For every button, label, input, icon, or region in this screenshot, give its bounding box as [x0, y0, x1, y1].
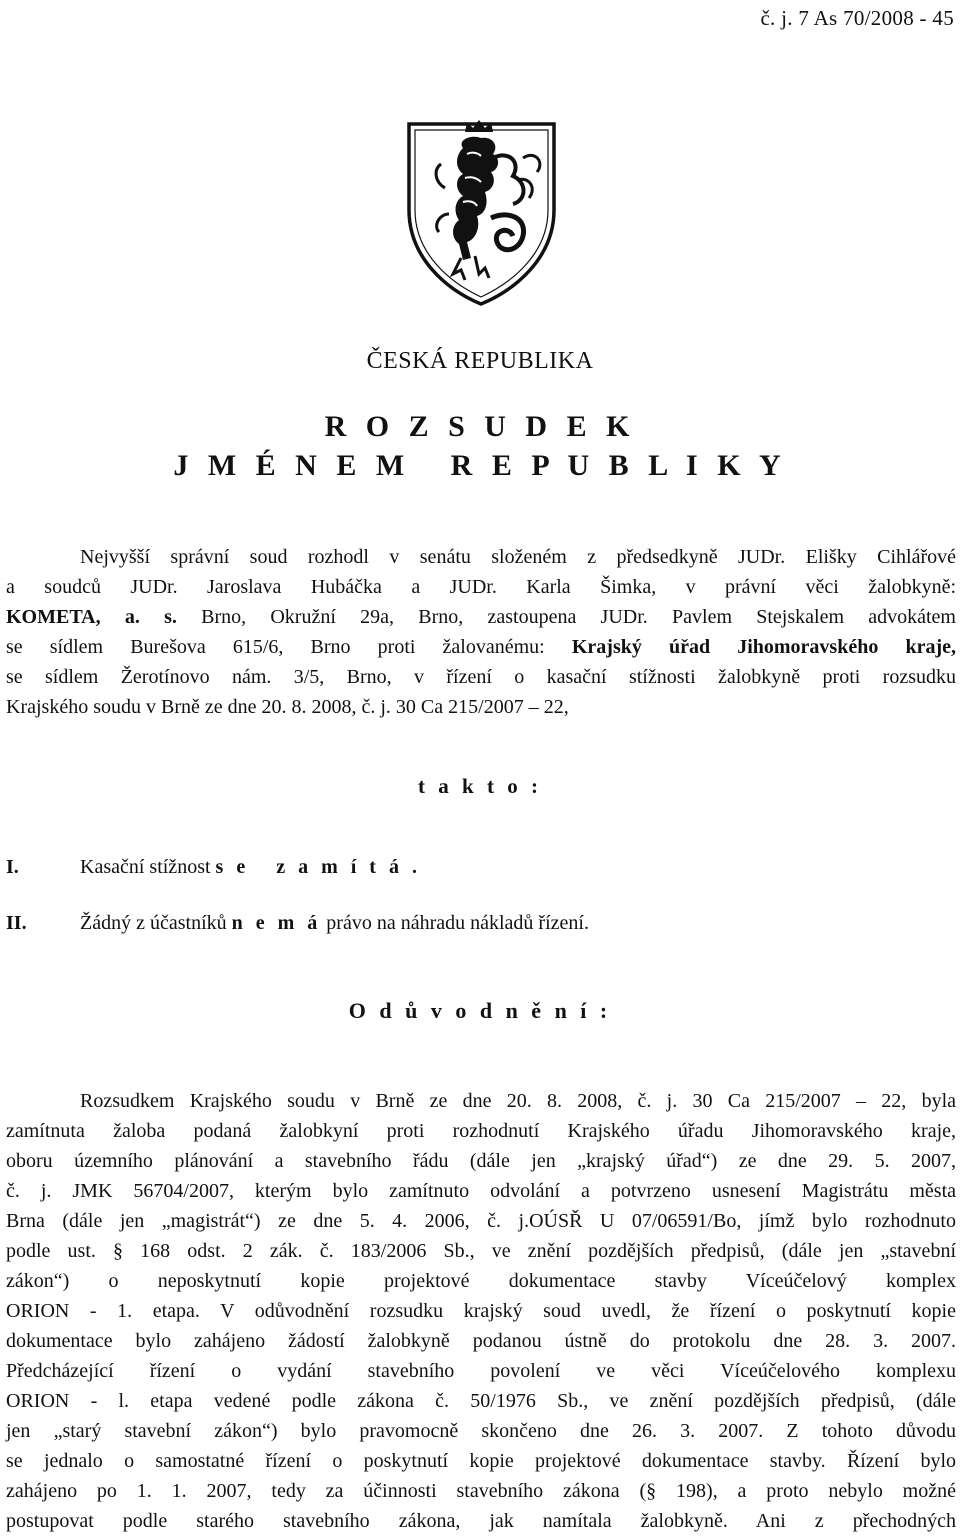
verdict-number: II. — [6, 912, 27, 934]
judgment-subtitle: J M É N E M R E P U B L I K Y — [173, 449, 787, 482]
file-number: č. j. 7 As 70/2008 - 45 — [760, 6, 954, 30]
judgment-title: R O Z S U D E K — [324, 410, 636, 443]
state-name: ČESKÁ REPUBLIKA — [366, 348, 594, 374]
plaintiff-details: Brno, Okružní 29a, Brno, zastoupena JUDr. Pavlem Stejskalem advokátem — [176, 606, 956, 628]
reasoning-line: podle ust. § 168 odst. 2 zák. č. 183/2006 Sb., ve znění pozdějších předpisů, (dále jen „stavební — [6, 1240, 956, 1262]
intro-line: a soudců JUDr. Jaroslava Hubáčka a JUDr. Karla Šimka, v právní věci žalobkyně: — [6, 576, 956, 598]
intro-line: Nejvyšší správní soud rozhodl v senátu složeném z předsedkyně JUDr. Elišky Cihlářové — [80, 546, 956, 568]
plaintiff-seat: se sídlem Burešova 615/6, Brno proti žalovanému: — [6, 636, 572, 658]
reasoning-line: ORION - l. etapa vedené podle zákona č. 50/1976 Sb., ve znění pozdějších předpisů, (dále — [6, 1390, 956, 1412]
intro-line — [6, 632, 956, 662]
reasoning-line: ORION - 1. etapa. V odůvodnění rozsudku krajský soud uvedl, že řízení o poskytnutí kopie — [6, 1300, 956, 1322]
takto-heading: t a k t o : — [418, 774, 542, 798]
defendant-name: Krajský úřad Jihomoravského kraje, — [571, 636, 956, 658]
plaintiff-name: KOMETA, a. s. — [6, 606, 177, 628]
reasoning-line: se jednalo o samostatné řízení o poskytnutí kopie projektové dokumentace stavby. Řízení bylo — [6, 1450, 956, 1472]
reasoning-line: zákon“) o neposkytnutí kopie projektové dokumentace stavby Víceúčelový komplex — [6, 1270, 956, 1292]
verdict-text: Kasační stížnost s e z a m í t á . — [80, 856, 421, 878]
verdict-text: Žádný z účastníků n e m á právo na náhradu nákladů řízení. — [80, 912, 589, 934]
verdict-number: I. — [6, 856, 19, 878]
reasoning-line: zahájeno po 1. 1. 2007, tedy za účinnosti stavebního zákona (§ 198), a proto nebylo možné — [6, 1480, 956, 1502]
reasoning-line: jen „starý stavební zákon“) bylo pravomocně skončeno dne 26. 3. 2007. Z tohoto důvodu — [6, 1420, 956, 1442]
reasoning-line: č. j. JMK 56704/2007, kterým bylo zamítnuto odvolání a potvrzeno usnesení Magistrátu města — [6, 1180, 956, 1202]
intro-line — [6, 602, 956, 632]
czech-coat-of-arms-icon — [405, 118, 558, 308]
reasoning-line: Brna (dále jen „magistrát“) ze dne 5. 4. 2006, č. j.OÚSŘ U 07/06591/Bo, jímž bylo rozhodnuto — [6, 1210, 956, 1232]
reasoning-line: zamítnuta žaloba podaná žalobkyní proti rozhodnutí Krajského úřadu Jihomoravského kraje, — [6, 1120, 956, 1142]
reasoning-heading: O d ů v o d n ě n í : — [348, 998, 612, 1023]
reasoning-line: oboru územního plánování a stavebního řádu (dále jen „krajský úřad“) ze dne 29. 5. 2007, — [6, 1150, 956, 1172]
reasoning-line: Rozsudkem Krajského soudu v Brně ze dne 20. 8. 2008, č. j. 30 Ca 215/2007 – 22, byla — [80, 1090, 956, 1112]
reasoning-line: dokumentace bylo zahájeno žádostí žalobkyně podanou ústně do protokolu dne 28. 3. 2007. — [6, 1330, 956, 1352]
reasoning-line: postupovat podle starého stavebního zákona, jak namítala žalobkyně. Ani z přechodných — [6, 1510, 956, 1532]
reasoning-line: Předcházející řízení o vydání stavebního povolení ve věci Víceúčelového komplexu — [6, 1360, 956, 1382]
intro-line: Krajského soudu v Brně ze dne 20. 8. 2008, č. j. 30 Ca 215/2007 – 22, — [6, 696, 569, 718]
intro-line: se sídlem Žerotínovo nám. 3/5, Brno, v řízení o kasační stížnosti žalobkyně proti rozsudku — [6, 666, 956, 688]
